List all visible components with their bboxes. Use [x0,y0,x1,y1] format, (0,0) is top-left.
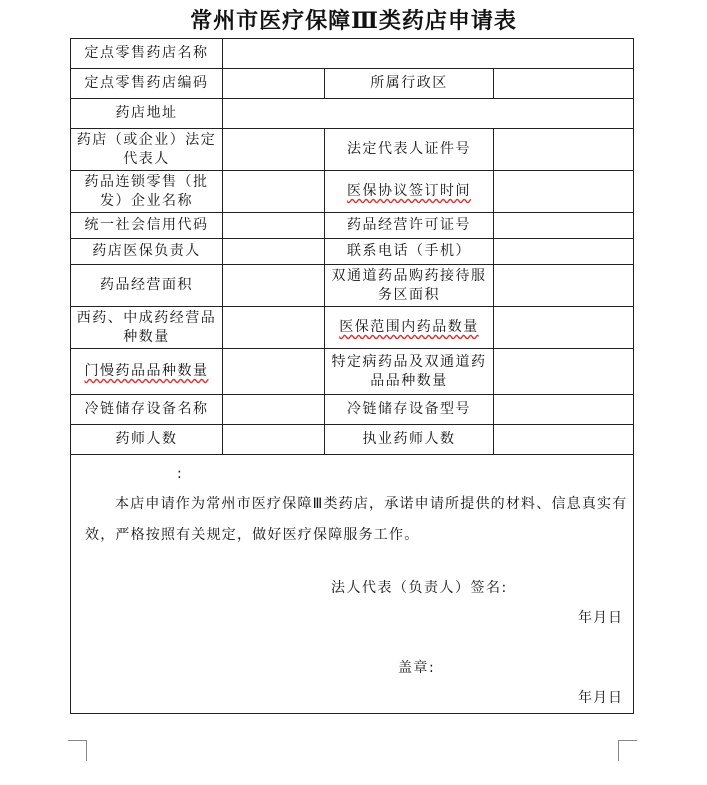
field-phone[interactable] [494,239,634,265]
field-pharmacy-address[interactable] [223,99,634,129]
label-pharmacy-name: 定点零售药店名称 [71,39,223,69]
field-pharmacy-code[interactable] [223,69,325,99]
page-title: 常州市医疗保障Ⅲ类药店申请表 [190,8,517,34]
field-agreement-date[interactable] [494,171,634,213]
field-chronic-drug-count[interactable] [223,349,325,395]
field-credit-code[interactable] [223,213,325,239]
label-phone: 联系电话（手机） [325,239,494,265]
crop-mark-right [618,740,637,761]
label-licensed-pharmacist-count: 执业药师人数 [325,425,494,455]
table-row [71,425,634,455]
field-business-license[interactable] [494,213,634,239]
seal-label: 盖章: [398,660,436,676]
label-pharmacist-count: 药师人数 [71,425,223,455]
label-district: 所属行政区 [325,69,494,99]
label-insurance-manager: 药店医保负责人 [71,239,223,265]
label-credit-code: 统一社会信用代码 [71,213,223,239]
label-pharmacy-code: 定点零售药店编码 [71,69,223,99]
label-legal-representative: 药店（或企业）法定代表人 [71,129,223,171]
label-insured-drug-count-text: 医保范围内药品数量 [339,319,479,335]
statement-paragraph: 本店申请作为常州市医疗保障Ⅲ类药店，承诺申请所提供的材料、信息真实有效，严格按照有关规定，做好医疗保障服务工作。 [85,496,628,543]
label-business-area: 药品经营面积 [71,265,223,307]
label-chronic-drug-count-text: 门慢药品品种数量 [84,363,209,379]
label-insured-drug-count [325,307,494,349]
table-row [71,239,634,265]
label-chain-enterprise-name: 药品连锁零售（批发）企业名称 [71,171,223,213]
table-row [71,39,634,69]
signature-label: 法人代表（负责人）签名: [331,580,508,596]
field-chain-enterprise-name[interactable] [223,171,325,213]
table-row [71,69,634,99]
table-row [71,99,634,129]
field-cold-chain-name[interactable] [223,395,325,425]
table-row [71,171,634,213]
table-row [71,307,634,349]
field-drug-variety-count[interactable] [223,307,325,349]
label-agreement-date [325,171,494,213]
crop-mark-left [68,740,87,761]
table-row [71,265,634,307]
label-representative-id: 法定代表人证件号 [325,129,494,171]
field-business-area[interactable] [223,265,325,307]
application-form-table [70,38,634,714]
field-legal-representative[interactable] [223,129,325,171]
table-row [71,213,634,239]
label-cold-chain-name: 冷链储存设备名称 [71,395,223,425]
label-chronic-drug-count [71,349,223,395]
field-representative-id[interactable] [494,129,634,171]
table-row [71,129,634,171]
field-special-drug-count[interactable] [494,349,634,395]
field-pharmacist-count[interactable] [223,425,325,455]
table-row [71,455,634,714]
field-pharmacy-name[interactable] [223,39,634,69]
table-row [71,395,634,425]
field-dual-channel-area[interactable] [494,265,634,307]
label-dual-channel-area: 双通道药品购药接待服务区面积 [325,265,494,307]
label-cold-chain-model: 冷链储存设备型号 [325,395,494,425]
signature-date: 年月日 [578,610,623,626]
field-district[interactable] [494,69,634,99]
label-drug-variety-count: 西药、中成药经营品种数量 [71,307,223,349]
label-special-drug-count: 特定病药品及双通道药品品种数量 [325,349,494,395]
statement-cell [71,455,634,714]
table-row [71,349,634,395]
label-pharmacy-address: 药店地址 [71,99,223,129]
seal-date: 年月日 [578,690,623,706]
field-insured-drug-count[interactable] [494,307,634,349]
statement-colon: : [177,466,182,482]
field-insurance-manager[interactable] [223,239,325,265]
field-licensed-pharmacist-count[interactable] [494,425,634,455]
field-cold-chain-model[interactable] [494,395,634,425]
label-business-license: 药品经营许可证号 [325,213,494,239]
label-agreement-date-text: 医保协议签订时间 [347,183,471,199]
